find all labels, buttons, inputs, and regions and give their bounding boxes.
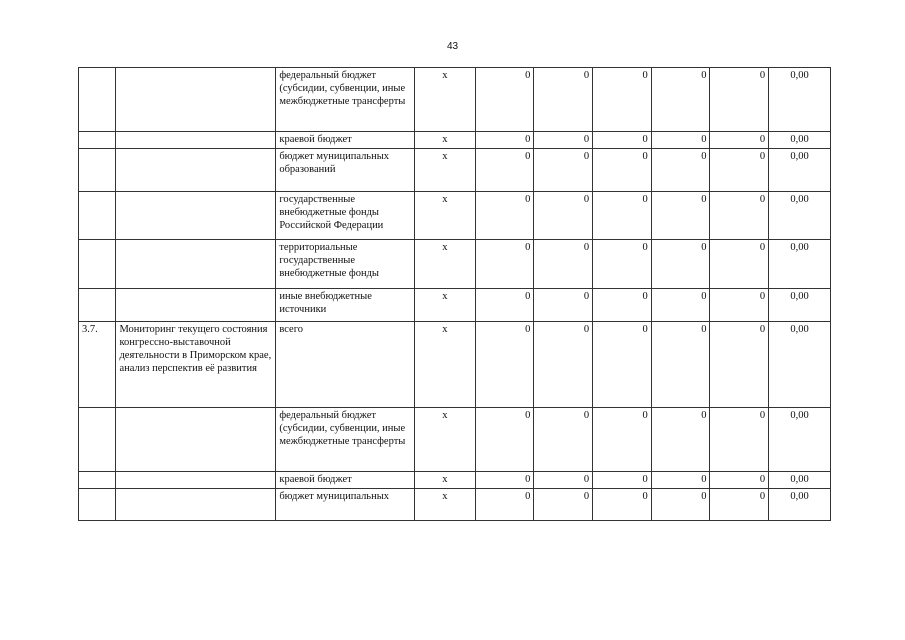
activity-name — [116, 149, 276, 192]
value-5: 0 — [710, 149, 769, 192]
value-5: 0 — [710, 240, 769, 289]
value-1: 0 — [475, 192, 534, 240]
value-1: 0 — [475, 489, 534, 521]
page-number: 43 — [446, 41, 459, 52]
value-2: 0 — [534, 132, 593, 149]
row-number — [79, 192, 116, 240]
table-row — [79, 472, 831, 489]
value-2: 0 — [534, 489, 593, 521]
funding-source: бюджет муниципальных — [276, 489, 415, 521]
value-5: 0 — [710, 192, 769, 240]
table-row — [79, 149, 831, 192]
value-1: 0 — [475, 68, 534, 132]
value-3: 0 — [593, 322, 652, 408]
x-mark: х — [415, 192, 476, 240]
funding-source: краевой бюджет — [276, 132, 415, 149]
x-mark: х — [415, 149, 476, 192]
activity-name — [116, 132, 276, 149]
activity-name — [116, 472, 276, 489]
value-4: 0 — [651, 240, 710, 289]
table-body — [79, 68, 831, 521]
table-row — [79, 322, 831, 408]
row-total: 0,00 — [769, 489, 831, 521]
value-5: 0 — [710, 408, 769, 472]
value-3: 0 — [593, 132, 652, 149]
value-4: 0 — [651, 192, 710, 240]
value-2: 0 — [534, 149, 593, 192]
value-3: 0 — [593, 489, 652, 521]
row-total: 0,00 — [769, 289, 831, 322]
value-1: 0 — [475, 289, 534, 322]
budget-table — [78, 67, 831, 521]
funding-source: иные внебюджетные источники — [276, 289, 415, 322]
row-total: 0,00 — [769, 408, 831, 472]
activity-name — [116, 192, 276, 240]
activity-name — [116, 240, 276, 289]
value-1: 0 — [475, 240, 534, 289]
value-4: 0 — [651, 68, 710, 132]
value-3: 0 — [593, 472, 652, 489]
value-2: 0 — [534, 472, 593, 489]
x-mark: х — [415, 489, 476, 521]
value-1: 0 — [475, 132, 534, 149]
x-mark: х — [415, 240, 476, 289]
value-3: 0 — [593, 240, 652, 289]
x-mark: х — [415, 472, 476, 489]
value-1: 0 — [475, 408, 534, 472]
value-4: 0 — [651, 322, 710, 408]
value-3: 0 — [593, 289, 652, 322]
value-4: 0 — [651, 132, 710, 149]
activity-name — [116, 408, 276, 472]
value-4: 0 — [651, 289, 710, 322]
activity-name — [116, 68, 276, 132]
x-mark: х — [415, 68, 476, 132]
value-5: 0 — [710, 322, 769, 408]
value-1: 0 — [475, 472, 534, 489]
row-total: 0,00 — [769, 322, 831, 408]
activity-name — [116, 489, 276, 521]
funding-source: краевой бюджет — [276, 472, 415, 489]
value-4: 0 — [651, 472, 710, 489]
value-1: 0 — [475, 322, 534, 408]
row-number — [79, 472, 116, 489]
value-3: 0 — [593, 149, 652, 192]
row-total: 0,00 — [769, 192, 831, 240]
row-total: 0,00 — [769, 240, 831, 289]
table-row — [79, 289, 831, 322]
funding-source: федеральный бюджет (субсидии, субвенции, иные межбюджетные трансферты — [276, 408, 415, 472]
table-row — [79, 68, 831, 132]
value-5: 0 — [710, 132, 769, 149]
row-total: 0,00 — [769, 472, 831, 489]
value-2: 0 — [534, 192, 593, 240]
table-row — [79, 132, 831, 149]
funding-source: федеральный бюджет (субсидии, субвенции, иные межбюджетные трансферты — [276, 68, 415, 132]
funding-source: государственные внебюджетные фонды Российской Федерации — [276, 192, 415, 240]
value-3: 0 — [593, 192, 652, 240]
value-5: 0 — [710, 289, 769, 322]
row-number — [79, 489, 116, 521]
value-2: 0 — [534, 408, 593, 472]
row-number — [79, 149, 116, 192]
table-row — [79, 489, 831, 521]
x-mark: х — [415, 132, 476, 149]
row-number — [79, 132, 116, 149]
value-3: 0 — [593, 68, 652, 132]
row-number: 3.7. — [79, 322, 116, 408]
value-3: 0 — [593, 408, 652, 472]
value-4: 0 — [651, 149, 710, 192]
table-row — [79, 240, 831, 289]
x-mark: х — [415, 289, 476, 322]
value-1: 0 — [475, 149, 534, 192]
activity-name — [116, 289, 276, 322]
value-2: 0 — [534, 322, 593, 408]
funding-source: территориальные государственные внебюджетные фонды — [276, 240, 415, 289]
row-total: 0,00 — [769, 68, 831, 132]
row-number — [79, 68, 116, 132]
row-number — [79, 240, 116, 289]
table-row — [79, 408, 831, 472]
value-4: 0 — [651, 489, 710, 521]
funding-source: всего — [276, 322, 415, 408]
row-total: 0,00 — [769, 132, 831, 149]
x-mark: х — [415, 322, 476, 408]
funding-source: бюджет муниципальных образований — [276, 149, 415, 192]
table-row — [79, 192, 831, 240]
row-total: 0,00 — [769, 149, 831, 192]
value-2: 0 — [534, 289, 593, 322]
value-4: 0 — [651, 408, 710, 472]
row-number — [79, 408, 116, 472]
value-2: 0 — [534, 240, 593, 289]
value-2: 0 — [534, 68, 593, 132]
activity-name: Мониторинг текущего состояния конгрессно-выставочной деятельности в Приморском крае, анализ перспектив её развития — [116, 322, 276, 408]
value-5: 0 — [710, 489, 769, 521]
row-number — [79, 289, 116, 322]
value-5: 0 — [710, 472, 769, 489]
value-5: 0 — [710, 68, 769, 132]
x-mark: х — [415, 408, 476, 472]
